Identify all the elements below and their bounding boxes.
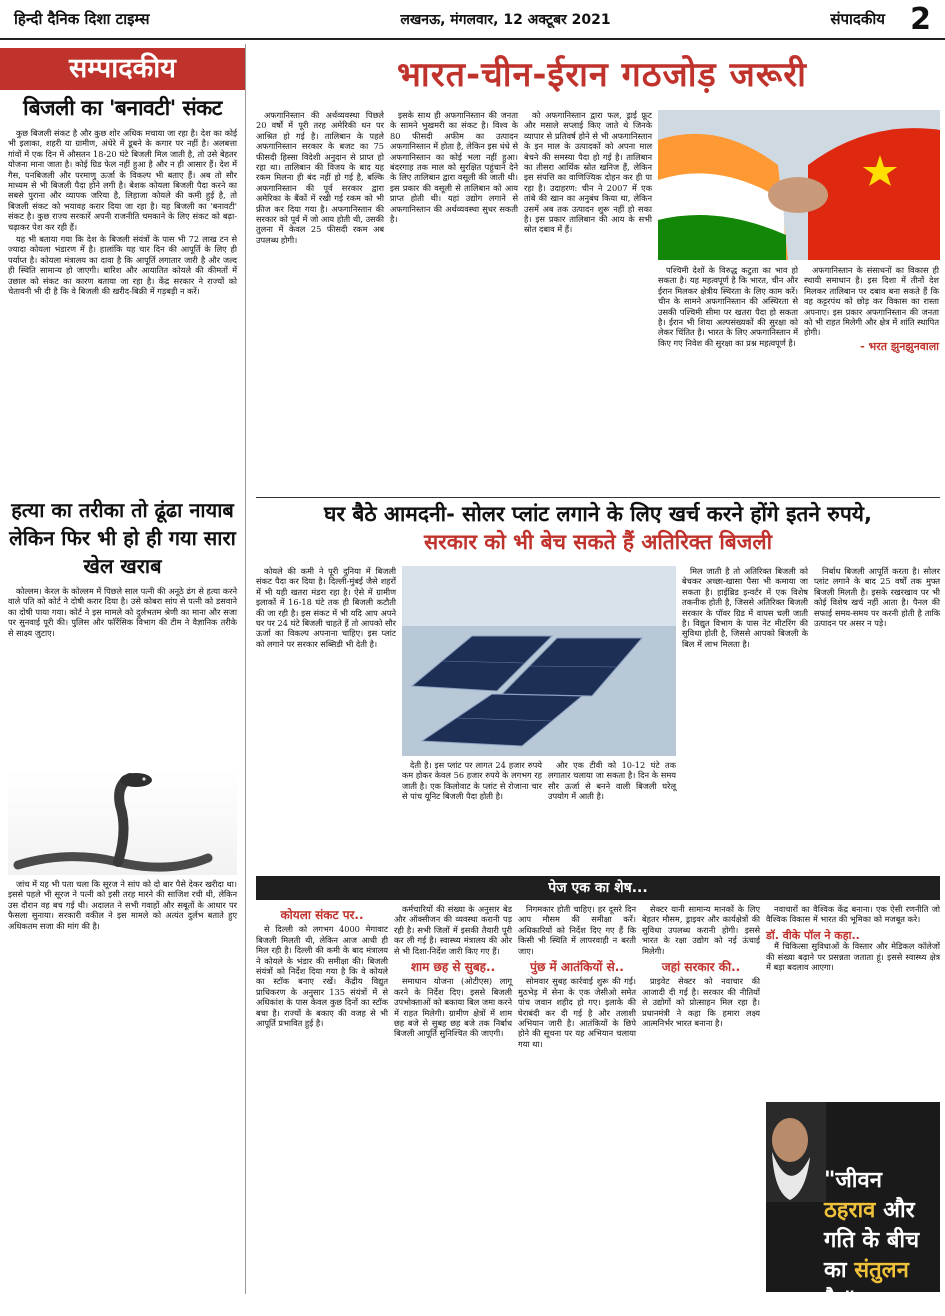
doctor-subhead: डॉ. वीके पॉल ने कहा.. (766, 928, 860, 942)
murder-article-bottom (8, 879, 237, 1144)
masthead (0, 0, 945, 40)
electricity-article (8, 128, 237, 488)
continued-column-2 (394, 904, 512, 1292)
section-name: संपादकीय (830, 10, 885, 28)
solar-panel-image (402, 566, 676, 756)
govt-subhead: जहां सरकार की.. (661, 960, 741, 975)
govt-body: प्राइवेट सेक्टर को नवाचार की आजादी दी गई है। सरकार की नीतियों से उद्योगों को प्रोत्साहन मिल रहा है। प्रधानमंत्री ने कहा कि हमारा लक्ष्य आत्मनिर्भर भारत बनाना है। (642, 976, 760, 1029)
main-editorial-title: भारत-चीन-ईरान गठजोड़ जरूरी (397, 55, 807, 95)
editorial-col4-text: पश्चिमी देशों के विरुद्ध कटुता का भाव हो सकता है। यह महत्वपूर्ण है कि भारत, चीन और ईरान मिलकर क्षेत्रीय स्थिरता के लिए काम करें। चीन के सामने अफगानिस्तान की अस्थिरता से उसकी पश्चिमी सीमा पर खतरा पैदा हो सकता है। ईरान भी शिया अल्पसंख्यकों की सुरक्षा को लेकर चिंतित है। भारत के लिए अफगानिस्तान में किए गए निवेश की सुरक्षा का प्रश्न महत्वपूर्ण है। (658, 265, 798, 348)
continued-col3-body: निगमकार होती चाहिए। हर दूसरे दिन आप मौसम की समीक्षा करें। अधिकारियों को निर्देश दिए गए हैं कि किसी भी स्थिति में लापरवाही न बरती जाए। (518, 904, 636, 956)
solar-col1-text: कोयले की कमी ने पूरी दुनिया में बिजली संकट पैदा कर दिया है। दिल्ली-मुंबई जैसे शहरों में भी यही खतरा मंडरा रहा है। ऐसे में ग्रामीण इलाकों में 16-18 घंटे तक ही बिजली कटौती की जा रही है। इस संकट में भी यदि आप अपने घर पर 24 घंटे बिजली चाहते हैं तो आपको सौर ऊर्जा का विकल्प अपनाना चाहिए। इस प्लांट को लगाने पर सरकार सब्सिडी भी देती है। (256, 566, 396, 649)
solar-column-4 (682, 566, 808, 871)
cobra-image (8, 770, 237, 875)
solar-headline-line-1: घर बैठे आमदनी- सोलर प्लांट लगाने के लिए खर्च करने होंगे इतने रुपये, (324, 502, 872, 526)
solar-column-2 (402, 760, 542, 870)
quote-highlight-2: संतुलन (854, 1258, 909, 1283)
portrait-icon (766, 1102, 826, 1202)
electricity-headline: बिजली का 'बनावटी' संकट (23, 96, 222, 120)
solar-headline-line-2: सरकार को भी बेच सकते हैं अतिरिक्त बिजली (423, 530, 773, 554)
editorial-column-3 (524, 110, 652, 495)
editorial-column-2 (390, 110, 518, 495)
continued-column-5 (766, 904, 940, 1099)
divider (256, 497, 940, 498)
editorial-column-4 (658, 265, 798, 495)
coal-continued (256, 904, 388, 1292)
electricity-para-1: कुछ बिजली संकट है और कुछ शोर अधिक मचाया जा रहा है। देश का कोई भी इलाका, शहरी या ग्रामीण, अंधेरे में डूबने के कगार पर नहीं है। अलबत्ता गांवों में एक दिन में औसतन 18-20 घंटे बिजली मिल जाती है, तो उसे बेहतर योजना माना जाता है। कोई ग्रिड फेल नहीं हुआ है और न ही आसार हैं। देश में गैस, पनबिजली और परमाणु ऊर्जा के विकल्प भी बताए हैं। अब तो सौर माध्यम से भी बिजली पैदा होने लगी है। बेशक कोयला बिजली पैदा करने का सबसे पुराना और व्यापक जरिया है, लिहाजा कोयले की कमी हुई है, तो बिजली संकट को भयावह करार दिया जा रहा है। यह बिजली का 'बनावटी' संकट है। कुछ राज्य सरकारें अपनी राजनीति चमकाने के लिए संकट को बढ़ा-चढ़ाकर पेश कर रही हैं। (8, 128, 237, 232)
murder-article-top (8, 586, 237, 766)
solar-headline (256, 500, 940, 560)
poonch-subhead: पुंछ में आतंकियों से.. (530, 960, 624, 975)
solar-panel-icon (402, 566, 676, 756)
evening-subhead: शाम छह से सुबह.. (410, 960, 496, 975)
solar-column-1 (256, 566, 396, 871)
quote-part-3: है।" (824, 1288, 856, 1313)
editorial-column-1 (256, 110, 384, 495)
doctor-body: मैं चिकित्सा सुविधाओं के विस्तार और मेडिकल कॉलेजों की संख्या बढ़ाने पर प्रसन्नता जताता हूं। इससे स्वास्थ्य क्षेत्र में बड़ा बदलाव आएगा। (766, 941, 940, 973)
continued-banner: पेज एक का शेष... (256, 876, 940, 900)
editorial-col2-text: इसके साथ ही अफगानिस्तान की जनता के सामने भुखमरी का संकट है। विश्व के 80 फीसदी अफीम का उत्पादन अफगानिस्तान में होता है, लेकिन इस धंधे से अफगानिस्तान का कोई भला नहीं हुआ। बंदरगाह तक माल को सुरक्षित पहुंचाने देने के लिए तालिबान द्वारा वसूली की जाती थी। इस प्रकार की वसूली से तालिबान को आय प्राप्त होती थी। यहां उद्योग लगाने से अफगानिस्तान की अर्थव्यवस्था सुधर सकती है। (390, 110, 518, 225)
continued-column-3 (518, 904, 636, 1292)
coal-subhead: कोयला संकट पर.. (280, 908, 364, 922)
quote-highlight-1: ठहराव (824, 1198, 876, 1223)
page-number: 2 (910, 1, 931, 37)
quote-part-2: और गति के बीच का (824, 1198, 920, 1283)
india-china-flags-image (658, 110, 940, 260)
editorial-col1-text: अफगानिस्तान की अर्थव्यवस्था पिछले 20 वर्षों में पूरी तरह अमेरिकी धन पर आश्रित हो गई है। तालिबान के पहले अफगानिस्तान सरकार के बजट का 75 फीसदी हिस्सा विदेशी अनुदान से प्राप्त हो रहा था। तालिबान की विजय के बाद यह रकम मिलना ही बंद नहीं हो गई है, बल्कि अफगानिस्तान की पूर्व सरकार द्वारा अमेरिका के बैंकों में रखी गई रकम को भी फ्रीज कर दिया गया है। अफगानिस्तान की सरकार को पूर्व में जो आय होती थी, उसकी तुलना में केवल 25 फीसदी रकम अब उपलब्ध होगी। (256, 110, 384, 245)
murder-headline: हत्या का तरीका तो ढूंढा नायाब लेकिन फिर भी हो ही गया सारा खेल खराब (9, 498, 236, 578)
editorial-col5-text: अफगानिस्तान के संसाधनों का विकास ही स्थायी समाधान है। इस दिशा में तीनों देश मिलकर तालिबान पर दबाव बना सकते हैं कि वह कट्टरपंथ को छोड़ कर विकास का रास्ता अपनाए। इस प्रकार अफगानिस्तान की जनता को भी राहत मिलेगी और क्षेत्र में शांति स्थापित होगी। (804, 265, 939, 338)
quote-box (766, 1102, 940, 1313)
left-column (0, 44, 246, 1294)
solar-col2-text: देती है। इस प्लांट पर लागत 24 हजार रुपये कम होकर केवल 56 हजार रुपये के लगभग रह जाती है। एक किलोवाट के प्लांट से रोजाना चार से पांच यूनिट बिजली पैदा होती है। (402, 760, 542, 802)
evening-body: समाधान योजना (ओटीएस) लागू करने के निर्देश दिए। इससे बिजली उपभोक्ताओं को बकाया बिल जमा करने में राहत मिलेगी। ग्रामीण क्षेत्रों में शाम छह बजे से सुबह छह बजे तक निर्बाध बिजली आपूर्ति सुनिश्चित की जाएगी। (394, 976, 512, 1039)
quote-part-1: "जीवन (824, 1168, 882, 1193)
murder-para-1: कोल्लम। केरल के कोल्लम में पिछले साल पत्नी की अनूठे ढंग से हत्या करने वाले पति को कोर्ट ने दोषी करार दिया है। उसे कोबरा सांप से पत्नी को डसवाने का दोषी पाया गया। कोर्ट ने इस मामले को दुर्लभतम श्रेणी का माना और सजा पर सुनवाई पूरी की। पुलिस और फॉरेंसिक विभाग की टीम ने वैज्ञानिक तरीके से साक्ष्य जुटाए। (8, 586, 237, 638)
solar-col3-text: और एक टीवी को 10-12 घंटे तक लगातार चलाया जा सकता है। दिन के समय सौर ऊर्जा से बनने वाली बिजली घरेलू उपयोग में आती है। (548, 760, 676, 802)
coal-body: से दिल्ली को लगभग 4000 मेगावाट बिजली मिलती थी, लेकिन आज आधी ही मिल रही है। दिल्ली की कमी के बाद मंत्रालय ने कोयले के भंडार की समीक्षा की। बिजली संयंत्रों को निर्देश दिया गया है कि वे कोयले का स्टॉक बनाए रखें। केंद्रीय विद्युत प्राधिकरण के अनुसार 135 संयंत्रों में से अधिकांश के पास केवल कुछ दिनों का स्टॉक बचा है। राज्यों के बकाए की वजह से भी आपूर्ति प्रभावित हुई है। (256, 924, 388, 1029)
electricity-para-2: यह भी बताया गया कि देश के बिजली संयंत्रों के पास भी 72 लाख टन से ज्यादा कोयला भंडारण में है। हालांकि यह चार दिन की आपूर्ति के लिए ही पर्याप्त है। कोयला मंत्रालय का दावा है कि आपूर्ति लगातार जारी है और जल्द ही स्थिति सामान्य हो जाएगी। बारिश और आयातित कोयले की कीमतों में उछाल को संकट का कारण बताया जा रहा है। केंद्र सरकार ने राज्यों को चेतावनी भी दी है कि वे बिजली की खरीद-बिक्री में गड़बड़ी न करें। (8, 234, 237, 297)
poonch-body: सोमवार सुबह कार्रवाई शुरू की गई। मुठभेड़ में सेना के एक जेसीओ समेत पांच जवान शहीद हो गए। इलाके की घेराबंदी कर दी गई है और तलाशी अभियान जारी है। आतंकियों के छिपे होने की सूचना पर यह अभियान चलाया गया था। (518, 976, 636, 1049)
continued-column-4 (642, 904, 760, 1292)
editorial-byline: - भरत झुनझुनवाला (860, 339, 939, 353)
solar-column-5 (814, 566, 940, 871)
flags-handshake-icon (658, 110, 940, 260)
quote-text (824, 1166, 936, 1316)
continued-col5-body: नवाचारों का वैश्विक केंद्र बनाना। एक ऐसी रणनीति जो वैश्विक विकास में भारत की भूमिका को मजबूत करे। (766, 904, 940, 925)
paper-name: हिन्दी दैनिक दिशा टाइम्स (14, 10, 150, 28)
editorial-col3-text: को अफगानिस्तान द्वारा फल, ड्राई फ्रूट और मसाले सप्लाई किए जाते थे जिनके व्यापार से प्रतिवर्ष होने से भी अफगानिस्तान के इन माल के उत्पादकों को अपना माल बेचने की समस्या पैदा हो गई है। तालिबान का तीसरा आर्थिक स्रोत खनिज हैं, लेकिन इस संपत्ति का वाणिज्यिक दोहन कर ही पा रहा है। उदाहरण: चीन ने 2007 में एक तांबे की खान का अनुबंध किया था, लेकिन उसमें अब तक उत्पादन शुरू नहीं हो सका है। इस प्रकार तालिबान की आय के सभी स्रोत दबाव में हैं। (524, 110, 652, 235)
solar-column-3 (548, 760, 676, 870)
dateline: लखनऊ, मंगलवार, 12 अक्टूबर 2021 (400, 11, 611, 28)
editorial-column-5 (804, 265, 939, 495)
continued-col4-body: सेक्टर यानी सामान्य मानकों के लिए बेहतर मौसम, ड्राइवर और कार्यक्षेत्रों की सुविधा उपलब्ध करानी होगी। इससे भारत के रक्षा उद्योग को नई ऊंचाई मिलेगी। (642, 904, 760, 956)
continued-col2-body: कर्मचारियों की संख्या के अनुसार बेड और ऑक्सीजन की व्यवस्था करानी पड़ रही है। सभी जिलों में इसकी तैयारी पूरी कर ली गई है। स्वास्थ्य मंत्रालय की ओर से भी दिशा-निर्देश जारी किए गए हैं। (394, 904, 512, 956)
cobra-icon (8, 770, 238, 875)
solar-col5-text: निर्बाध बिजली आपूर्ति करता है। सोलर प्लांट लगाने के बाद 25 वर्षों तक मुफ्त बिजली मिलती है। इसके रखरखाव पर भी कोई विशेष खर्च नहीं आता है। पैनल की सफाई समय-समय पर करनी होती है ताकि उत्पादन पर असर न पड़े। (814, 566, 940, 629)
murder-para-2: जांच में यह भी पता चला कि सूरज ने सांप को दो बार पैसे देकर खरीदा था। इससे पहले भी सूरज ने पत्नी को इसी तरह मारने की साजिश रची थी, लेकिन उस दौरान वह बच गई थी। अदालत ने सभी गवाहों और सबूतों के आधार पर फैसला सुनाया। सरकारी वकील ने इस मामले को अत्यंत दुर्लभ बताते हुए अधिकतम सजा की मांग की है। (8, 879, 237, 931)
solar-col4-text: मिल जाती है तो अतिरिक्त बिजली को बेचकर अच्छा-खासा पैसा भी कमाया जा सकता है। हाईब्रिड इन्वर्टर में एक विशेष तकनीक होती है, जिससे अतिरिक्त बिजली सरकार के पॉवर ग्रिड में वापस चली जाती है। विद्युत विभाग के पास नेट मीटरिंग की सुविधा होती है, जिससे आपको बिजली के बिल में लाभ मिलता है। (682, 566, 808, 649)
editorial-banner: सम्पादकीय (0, 48, 245, 90)
